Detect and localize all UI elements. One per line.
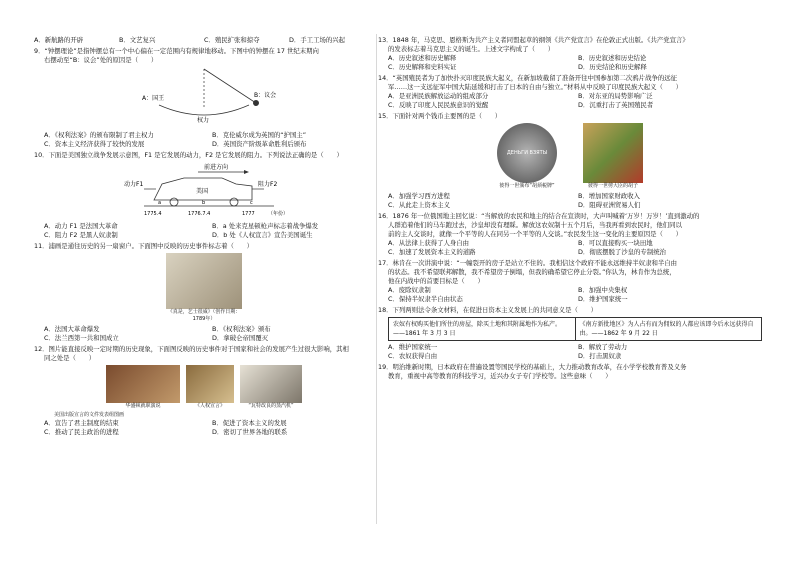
option-c: C．法兰西第一共和国成立 [44, 334, 119, 342]
source-table [388, 317, 762, 341]
image-row [34, 365, 374, 410]
option-d: D．b 处《人权宣言》宣告美国诞生 [212, 231, 313, 239]
caption: 《人权宣言》 [194, 403, 225, 409]
question-9 [34, 47, 374, 149]
coin-inscription: ДЕНЬГИ ВЗЯТЫ [506, 149, 548, 156]
group-caption: 美国出版宣言的文件发表组图画 [54, 412, 125, 418]
options [388, 92, 762, 110]
question-stem: 右摆动至“B：议会”处的原因是（ ） [44, 56, 158, 64]
column-divider [376, 34, 377, 524]
question-14 [378, 74, 762, 110]
option: B．文艺复兴 [119, 36, 156, 44]
question-stem: 的发表标志着马克思主义的诞生。上述文字构成了（ ） [388, 45, 555, 53]
option-a: A．维护国家统一 [388, 343, 438, 351]
question-stem: 11．浦画是通往历史的另一扇窗户。下面图中反映的历史事件标志着（ ） [34, 242, 254, 250]
image-washington [106, 365, 180, 410]
options [44, 419, 374, 437]
mark-a: a [158, 200, 162, 206]
option-a: A．动力 F1 是法国大革命 [44, 222, 118, 230]
question-stem: 军……这一支远征军中国大陆延缓和打击了日本的自由与独立。”材料从中反映了印度民族大起义（ ） [388, 83, 683, 91]
question-stem: 15．下面针对两个钱币主要图的是（ ） [378, 112, 502, 120]
car-diagram [104, 162, 304, 220]
beard-figure [575, 123, 651, 190]
question-19 [378, 363, 762, 381]
year-unit: （年份） [268, 211, 289, 217]
option-b: B．a 处来克星顿枪声标志着战争爆发 [212, 222, 319, 230]
source-1: 农奴有权购买他们所住的房屋，除买土地和其附属地作为私产。——1861 年 3 月 3 日 [393, 321, 562, 337]
question-stem: 19．明治维新时期，日本政府在普遍设置等国民学校的基础上，大力推动教育改革，在小学学校教育普及义务 [378, 363, 687, 371]
option-b: B．历史叙述和历史结论 [578, 54, 647, 62]
option-a: A．宣告了君主制度的结束 [44, 419, 119, 427]
option-a: A．从法律上获得了人身自由 [388, 239, 470, 247]
question-stem: 17．林肯在一次讲演中说：“一幢裂开的房子是站立不住的。我相信这个政府不能永远维持半奴隶和半自由 [378, 259, 678, 267]
caption: 华盛顿就职演说 [125, 403, 161, 409]
option-b: B．增加国家财政收入 [578, 192, 640, 200]
label-power: 权力 [197, 117, 210, 124]
question-stem: 16．1876 年一位俄国地主回忆说：“当解放的农民和地主的结合在宣读时，大声叫喊着‘万岁！万岁！’直到激动的 [378, 212, 700, 220]
option: A．新航路的开辟 [34, 36, 84, 44]
question-stem: 的状态。我不希望联邦解散，我不希望房子倒塌，但我的确希望它停止分裂。”你认为，林肯作为总统， [388, 268, 676, 276]
left-column [34, 36, 374, 439]
option-b: B．促进了资本主义的发展 [212, 419, 287, 427]
question-11 [34, 242, 374, 343]
options [388, 343, 762, 361]
right-column [378, 36, 762, 382]
question-stem: 12．图片能直接反映一定时期的历史现象，下面图反映的历史事件对于国家和社会的发展产生过很大影响，其相 [34, 345, 349, 353]
option-c: C．保持半奴隶半自由状态 [388, 295, 463, 303]
question-stem: 10．下面是美国独立战争发展示意图，F1 是它发展的动力，F2 是它发展的阻力。下列说法正确的是（ ） [34, 151, 343, 159]
option-d: D．维护国家统一 [578, 295, 628, 303]
question-stem: 教育，重视中高等教育的科技学习，近兴办女子专门学校等。这些意味（ ） [388, 372, 612, 380]
question-12 [34, 345, 374, 437]
option-c: C．推动了民主政治的进程 [44, 428, 119, 436]
option-b: B．加强中央集权 [578, 286, 628, 294]
option-c: C．从此走上资本主义 [388, 201, 450, 209]
mark-c: c [250, 200, 253, 206]
question-stem: 同之处是（ ） [44, 354, 96, 362]
caption: “瓦特改良的蒸汽机” [248, 403, 294, 409]
car-label: 美国 [196, 188, 209, 195]
option-a: A．《权利法案》的颁布限制了君主权力 [44, 131, 154, 139]
option-d: D．拿破仑帝国覆灭 [212, 334, 269, 342]
question-stem: 18．下列两则法令条文材料，在促进日资本主义发展上的共同意义是（ ） [378, 306, 598, 314]
question-15 [378, 112, 762, 210]
coin-image [497, 123, 557, 183]
options [388, 239, 762, 257]
question-stem: 14．“英国殖民者为了加快扑灭印度民族大起义，在新加坡截留了准备开往中国参加第二次鸦片战争的远征 [378, 74, 678, 82]
question-10 [34, 151, 374, 240]
pendulum-diagram [104, 67, 304, 129]
option-b: B．克伦威尔成为英国的“护国主” [212, 131, 307, 139]
label-parliament: B：议会 [254, 92, 277, 99]
force-f2: 阻力F2 [258, 181, 278, 188]
option-c: C．加速了发展资本主义的道路 [388, 248, 476, 256]
option-c: C．农奴获得自由 [388, 352, 438, 360]
mark-b: b [202, 200, 206, 206]
coin-figure [489, 123, 565, 190]
question-17 [378, 259, 762, 304]
option-b: B．对东亚的局势影响广泛 [578, 92, 653, 100]
option-c: C．资本主义经济获得了较快的发展 [44, 140, 145, 148]
option-a: A．加强学习西方进程 [388, 192, 450, 200]
year-2: 1776.7.4 [188, 211, 211, 217]
question-13 [378, 36, 762, 72]
option-d: D．阻碍亚洲贸易人们 [578, 201, 641, 209]
options [388, 286, 762, 304]
image-declaration [186, 365, 234, 410]
figure-caption: 《真是，艺士很威》（创作日期：1789年） [167, 309, 241, 322]
source-2: 《南方新批地区》为人占有而为佣奴的人都应该即今后永远获得自由。——1862 年 9 月 22 日 [575, 318, 762, 340]
option-d: D．打击黑奴隶 [578, 352, 622, 360]
image-steam-engine-photo [240, 365, 302, 403]
option-a: A．是亚洲民族解放运动的组成部分 [388, 92, 489, 100]
cartoon-figure [166, 253, 242, 323]
cartoon-image [166, 253, 242, 309]
year-1: 1775.4 [144, 211, 162, 217]
question-stem: 9．“钟摆理论”是指钟摆总有一个中心偏在一定范围内有规律地移动。下图中的钟摆在 17 世纪末期向 [34, 47, 319, 55]
options [388, 54, 762, 72]
option: D．手工工场的兴起 [289, 36, 346, 44]
option-a: A．历史叙述和历史解释 [388, 54, 457, 62]
option-d: D．英国资产阶级革命胜利后颁布 [212, 140, 307, 148]
caption: 彼得一世颁布“胡须税牌” [499, 183, 555, 189]
option-a: A．法国大革命爆发 [44, 325, 100, 333]
option-b: B．可以直接购买一块田地 [578, 239, 653, 247]
option-c: C．反映了印度人民民族意识的觉醒 [388, 101, 489, 109]
options [44, 222, 374, 240]
label-king: A：国王 [142, 95, 165, 102]
image-row [378, 123, 762, 190]
option-d: D．历史结论和历史解释 [578, 63, 647, 71]
option-b: B．解放了劳动力 [578, 343, 628, 351]
option-c: C．阻力 F2 是黑人奴隶制 [44, 231, 118, 239]
caption: 彼得一世剪大臣的胡子 [587, 183, 638, 189]
question-stem: 人群追着他们的马车跑过去，沙皇却没有理睬。解放这农奴制十五个月后，当我再看到农民时，他们同以 [388, 221, 682, 229]
option-d: D．彻底摆脱了沙皇的专制统治 [578, 248, 666, 256]
question-stem: 13．1848 年，马克思、恩格斯为共产主义者同盟起草的纲领《共产党宣言》在伦敦正式出版。《共产党宣言》 [378, 36, 689, 44]
options [44, 131, 374, 149]
force-f1: 动力F1 [124, 181, 144, 188]
top-options [34, 36, 374, 45]
option-c: C．历史解释和史料实证 [388, 63, 457, 71]
question-16 [378, 212, 762, 257]
options [388, 192, 762, 210]
question-18 [378, 306, 762, 361]
year-3: 1777 [242, 211, 255, 217]
image-washington-photo [106, 365, 180, 403]
direction-label: 前进方向 [204, 164, 229, 171]
option-b: B．《权利法案》颁布 [212, 325, 271, 333]
beard-image [583, 123, 643, 183]
option-d: D．沉重打击了英国殖民者 [578, 101, 654, 109]
option: C．殖民扩张和掠夺 [204, 36, 260, 44]
option-d: D．密切了世界各地的联系 [212, 428, 288, 436]
question-stem: 他在内战中的首要目标是（ ） [388, 277, 484, 285]
image-steam-engine [240, 365, 302, 410]
option-a: A．废除奴隶制 [388, 286, 431, 294]
options [44, 325, 374, 343]
image-declaration-photo [186, 365, 234, 403]
question-stem: 前的主人交谈时，就像一个平等的人在同另一个平等的人交谈。”农民发生这一变化的主要原因是（ ） [388, 230, 683, 238]
